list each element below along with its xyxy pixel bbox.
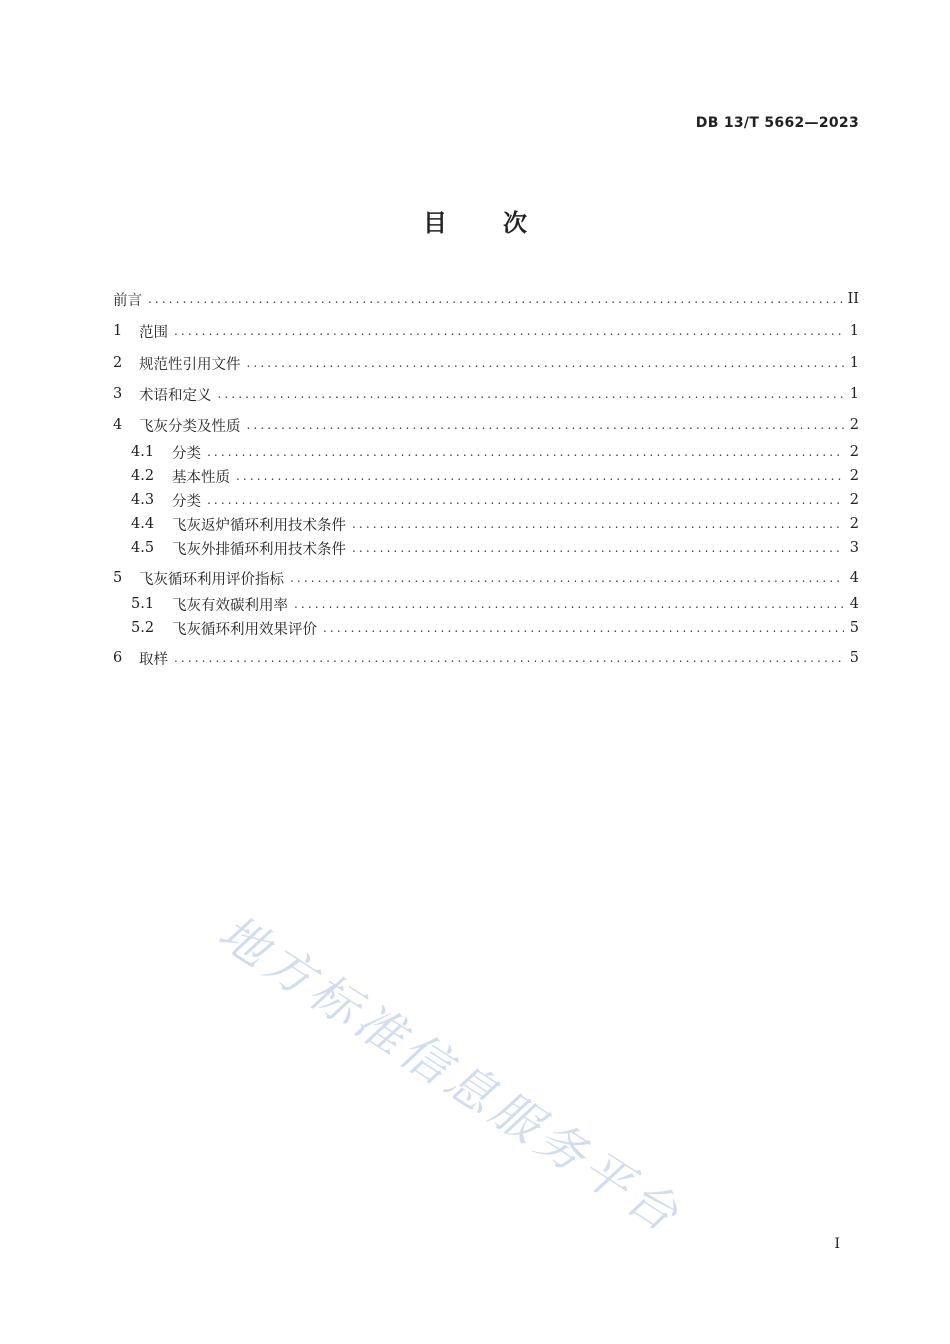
toc-entry-label: 分类 [172, 445, 201, 462]
toc-entry-page: 2 [849, 444, 859, 460]
page-number: I [834, 1236, 840, 1252]
toc-entry-label: 飞灰循环利用评价指标 [139, 571, 284, 588]
toc-entry-label: 飞灰外排循环利用技术条件 [172, 541, 346, 558]
toc-entry-label: 飞灰分类及性质 [139, 418, 241, 435]
toc-entry-label: 范围 [139, 324, 168, 341]
toc-entry-page: 2 [849, 516, 859, 532]
toc-entry-number: 4.2 [131, 468, 155, 484]
toc-leader-dots [148, 292, 842, 306]
toc-entry-label: 规范性引用文件 [139, 356, 241, 373]
toc-entry-4[interactable] [113, 415, 859, 435]
toc-leader-dots [294, 597, 844, 611]
toc-entry-label: 取样 [139, 651, 168, 668]
toc-entry-page: 1 [849, 386, 859, 402]
toc-entry-number: 3 [113, 386, 123, 402]
toc-entry-page: 4 [849, 570, 859, 586]
toc-leader-dots [290, 571, 844, 585]
toc-entry-number: 2 [113, 355, 123, 371]
toc-entry-6[interactable] [113, 648, 859, 668]
toc-entry-number: 4.3 [131, 492, 155, 508]
toc-entry-number: 4 [113, 417, 123, 433]
toc-entry-number: 4.4 [131, 516, 155, 532]
toc-entry-page: 3 [849, 540, 859, 556]
toc-entry-page: 4 [849, 596, 859, 612]
toc-entry-page: II [847, 291, 859, 307]
title-char-2: 次 [503, 209, 527, 237]
toc-entry-page: 2 [849, 492, 859, 508]
toc-entry-page: 5 [849, 620, 859, 636]
toc-entry-label: 飞灰循环利用效果评价 [172, 621, 317, 638]
toc-entry-label: 术语和定义 [139, 387, 212, 404]
toc-leader-dots [352, 541, 844, 555]
toc-entry-number: 4.5 [131, 540, 155, 556]
toc-entry-number: 1 [113, 323, 123, 339]
toc-leader-dots [174, 324, 844, 338]
toc-leader-dots [218, 387, 844, 401]
toc-leader-dots [323, 621, 844, 635]
toc-entry-5[interactable] [113, 568, 859, 588]
toc-leader-dots [207, 493, 844, 507]
toc-entry-page: 5 [849, 650, 859, 666]
toc-entry-4-1[interactable] [131, 442, 859, 462]
toc-entry-4-3[interactable] [131, 490, 859, 510]
toc-entry-4-2[interactable] [131, 466, 859, 486]
toc-leader-dots [207, 445, 844, 459]
toc-leader-dots [352, 517, 844, 531]
toc-entry-page: 1 [849, 323, 859, 339]
toc-leader-dots [174, 651, 844, 665]
toc-entry-label: 分类 [172, 493, 201, 510]
toc-entry-5-1[interactable] [131, 594, 859, 614]
toc-entry-1[interactable] [113, 321, 859, 341]
toc-entry-number: 5 [113, 570, 123, 586]
toc-entry-3[interactable] [113, 384, 859, 404]
toc-leader-dots [247, 418, 844, 432]
toc-entry-4-4[interactable] [131, 514, 859, 534]
toc-entry-number: 6 [113, 650, 123, 666]
toc-entry-2[interactable] [113, 353, 859, 373]
toc-entry-page: 2 [849, 417, 859, 433]
toc-entry-label: 基本性质 [172, 469, 230, 486]
toc-entry-page: 2 [849, 468, 859, 484]
toc-entry-label: 飞灰返炉循环利用技术条件 [172, 517, 346, 534]
toc-leader-dots [236, 469, 844, 483]
toc-entry-label: 前言 [113, 292, 142, 309]
toc-entry-number: 5.1 [131, 596, 155, 612]
standard-code: DB 13/T 5662—2023 [695, 115, 859, 131]
toc-leader-dots [247, 356, 844, 370]
page-title [0, 203, 950, 238]
watermark: 地方标准信息服务平台 [208, 904, 692, 1246]
toc-entry-5-2[interactable] [131, 618, 859, 638]
toc-entry-label: 飞灰有效碳利用率 [172, 597, 288, 614]
toc-entry-page: 1 [849, 355, 859, 371]
toc-entry-4-5[interactable] [131, 538, 859, 558]
toc-entry-foreword[interactable] [113, 289, 859, 309]
toc-entry-number: 4.1 [131, 444, 155, 460]
toc-entry-number: 5.2 [131, 620, 155, 636]
title-char-1: 目 [423, 209, 447, 237]
